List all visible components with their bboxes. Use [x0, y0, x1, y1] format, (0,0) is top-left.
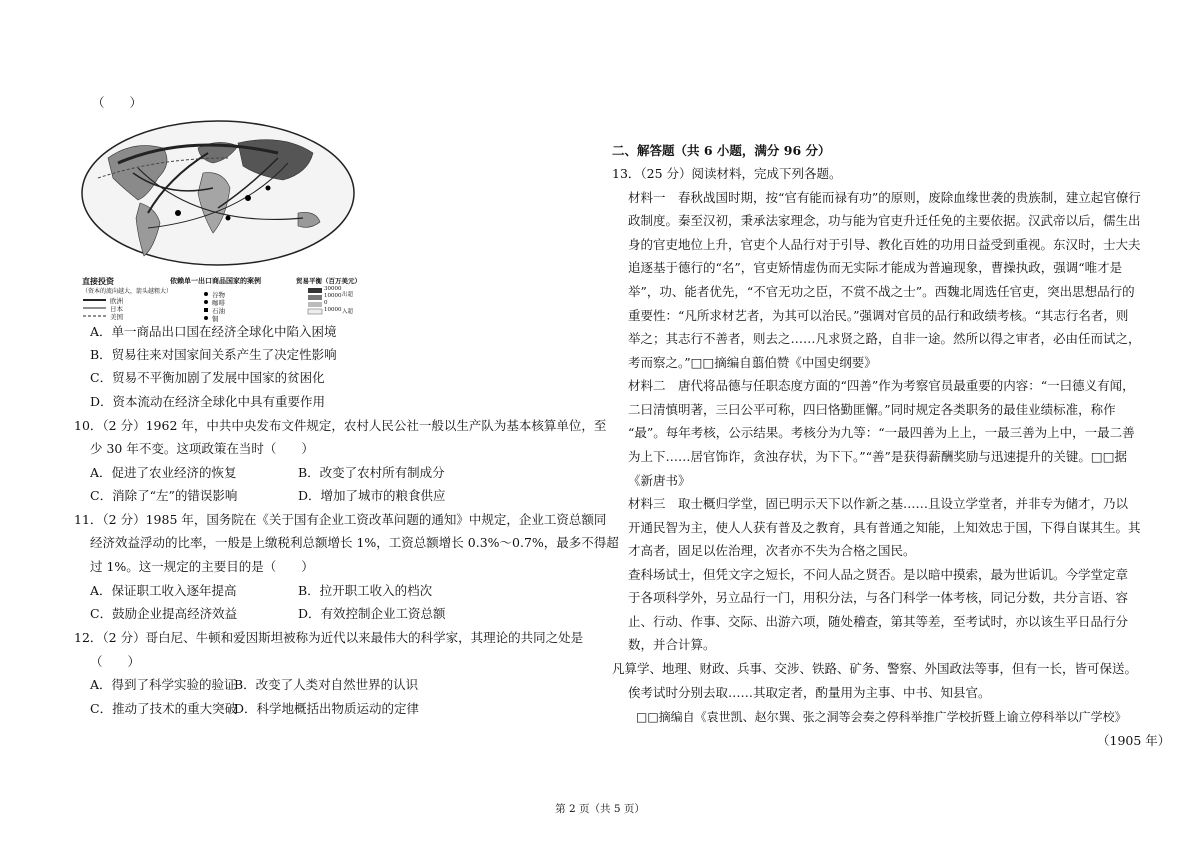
q11-option-c: C．鼓励企业提高经济效益 [90, 606, 238, 621]
legend-direct-investment-title: 直接投资 [82, 276, 114, 286]
legend-trade-value-4: 10000 [324, 307, 342, 313]
q9-option-c: C．贸易不平衡加剧了发展中国家的贫困化 [90, 370, 325, 385]
material-source: □□摘编自《袁世凯、赵尔巽、张之洞等会奏之停科举推广学校折暨上谕立停科举以广学校》 [636, 710, 1127, 724]
material-line: 政制度。秦至汉初，秉承法家理念，功与能为官吏升迁任免的主要依据。汉武帝以后，儒生出 [628, 213, 1141, 228]
material-line: 《新唐书》 [628, 473, 691, 488]
q10-stem-line1: 10．（2 分）1962 年，中共中央发布文件规定，农村人民公社一般以生产队为基本核算单位，至 [74, 418, 607, 433]
legend-trade-balance-title: 贸易平衡（百万美元） [296, 277, 361, 285]
material-line: 俟考试时分别去取……其取定者，酌量用为主事、中书、知县官。 [628, 685, 991, 700]
q11-stem-line1: 11．（2 分）1985 年，国务院在《关于国有企业工资改革问题的通知》中规定，企业工资总额同 [74, 512, 607, 527]
q10-option-b: B．改变了农村所有制成分 [298, 465, 445, 480]
q11-option-a: A．保证职工收入逐年提高 [90, 583, 237, 598]
material-line: 身的官吏地位上升，官吏个人品行对于引导、教化百姓的功用日益受到重视。东汉时，士大夫 [628, 237, 1141, 252]
legend-commodity-grain: 谷物 [212, 291, 225, 299]
legend-investor-usa: 美国 [110, 313, 123, 321]
q11-stem-line3: 过 1%。这一规定的主要目的是（ ） [90, 559, 314, 574]
material-line: 重要性：“凡所求材艺者，为其可以治民。”强调对官员的品行和政绩考核。“其志行名者，则 [628, 308, 1129, 323]
material-line: 材料二 唐代将品德与任职态度方面的“四善”作为考察官员最重要的内容：“一曰德义有闻， [628, 378, 1135, 393]
material-line: 为上下……居官饰诈，贪浊存状，为下下。”“善”是获得薪酬奖励与迅速提升的关键。□□据 [628, 449, 1128, 464]
material-line: 数，并合计算。 [628, 637, 716, 652]
q12-stem-line2: （ ） [90, 654, 141, 669]
q11-stem-line2: 经济效益浮动的比率，一般是上缴税利总额增长 1%，工资总额增长 0.3%～0.7%，最多不得超 [90, 535, 619, 550]
material-line: 材料一 春秋战国时期，按“官有能而禄有功”的原则，废除血缘世袭的贵族制，建立起官僚行 [628, 190, 1141, 205]
q12-option-b: B．改变了人类对自然世界的认识 [234, 677, 419, 692]
material-line: 考而察之。”□□摘编自翦伯赞《中国史纲要》 [628, 355, 877, 370]
legend-commodity-copper: 铜 [212, 315, 219, 323]
legend-trade-deficit: 入超 [342, 309, 354, 315]
legend-investor-japan: 日本 [110, 305, 123, 313]
material-line: 开通民智为主，使人人获有普及之教育，具有普通之知能，上知效忠于国，下得自谋其生。其 [628, 520, 1141, 535]
material-line: 止、行动、作事、交际、出游六项，随处稽查，第其等差，至考试时，亦以该生平日品行分 [628, 614, 1129, 629]
legend-trade-value-3: 0 [324, 300, 328, 306]
legend-direct-investment-note: （资本的流向越大，箭头越粗大） [82, 288, 173, 295]
world-map-figure [78, 118, 361, 340]
legend-trade-surplus: 出超 [342, 292, 354, 298]
material-line: 于各项科学外，另立品行一门，用积分法，与各门科学一体考核，同记分数，共分言语、容 [628, 590, 1129, 605]
material-line: 举之；其志行不善者，则去之……凡求贤之路，自非一途。然所以得之审者，必由任而试之， [628, 331, 1141, 346]
material-line: “最”。每年考核，公示结果。考核分为九等：“一最四善为上上，一最三善为上中，一最二善 [628, 425, 1135, 440]
legend-trade-value-2: 10000 [324, 293, 342, 299]
material-line: 查科场试士，但凭文字之短长，不问人品之贤否。是以暗中摸索，最为世诟讥。今学堂定章 [628, 567, 1129, 582]
q12-option-c: C．推动了技术的重大突破 [90, 701, 238, 716]
material-line: 追逐基于德行的“名”，官吏矫情虚伪而无实际才能成为普遍现象，曹操执政，强调“唯才是 [628, 260, 1123, 275]
legend-single-commodity-title: 依赖单一出口商品国家的案例 [170, 276, 261, 285]
q10-option-d: D．增加了城市的粮食供应 [298, 488, 446, 503]
legend-commodity-oil: 石油 [212, 307, 225, 315]
q10-stem-line2: 少 30 年不变。这项政策在当时（ ） [90, 441, 314, 456]
material-line: 材料三 取士概归学堂，固已明示天下以作新之基……且设立学堂者，并非专为储才，乃以 [628, 496, 1129, 511]
q11-option-b: B．拉开职工收入的档次 [298, 583, 433, 598]
q9-option-a: A．单一商品出口国在经济全球化中陷入困境 [90, 324, 337, 339]
q9-option-d: D．资本流动在经济全球化中具有重要作用 [90, 394, 326, 409]
q9-paren: （ ） [92, 95, 143, 110]
section-title: 二、解答题（共 6 小题，满分 96 分） [612, 143, 831, 158]
q9-option-b: B．贸易往来对国家间关系产生了决定性影响 [90, 347, 337, 362]
legend-investor-europe: 欧洲 [110, 297, 123, 305]
q10-option-c: C．消除了“左”的错误影响 [90, 488, 238, 503]
q11-option-d: D．有效控制企业工资总额 [298, 606, 446, 621]
material-source-year: （1905 年） [1097, 733, 1171, 748]
legend-trade-value-1: 30000 [324, 286, 342, 292]
material-line: 二曰清慎明著，三曰公平可称，四曰恪勤匪懈。”同时规定各类职务的最佳业绩标准，称作 [628, 402, 1116, 417]
q10-option-a: A．促进了农业经济的恢复 [90, 465, 237, 480]
q12-option-a: A．得到了科学实验的验证 [90, 677, 237, 692]
legend-commodity-coffee: 咖啡 [212, 299, 225, 307]
q12-option-d: D．科学地概括出物质运动的定律 [234, 701, 420, 716]
material-line: 才高者，固足以佐治理，次者亦不失为合格之国民。 [628, 543, 916, 558]
q13-head: 13．（25 分）阅读材料，完成下列各题。 [612, 166, 842, 181]
material-line: 凡算学、地理、财政、兵事、交涉、铁路、矿务、警察、外国政法等事，但有一长，皆可保送。 [612, 661, 1138, 676]
page-footer: 第 2 页（共 5 页） [555, 803, 645, 815]
material-line: 举”，功、能者优先，“不官无功之臣，不赏不战之士”。西魏北周选任官吏，突出思想品行的 [628, 284, 1135, 299]
q12-stem-line1: 12．（2 分）哥白尼、牛顿和爱因斯坦被称为近代以来最伟大的科学家，其理论的共同之处是 [74, 630, 584, 645]
